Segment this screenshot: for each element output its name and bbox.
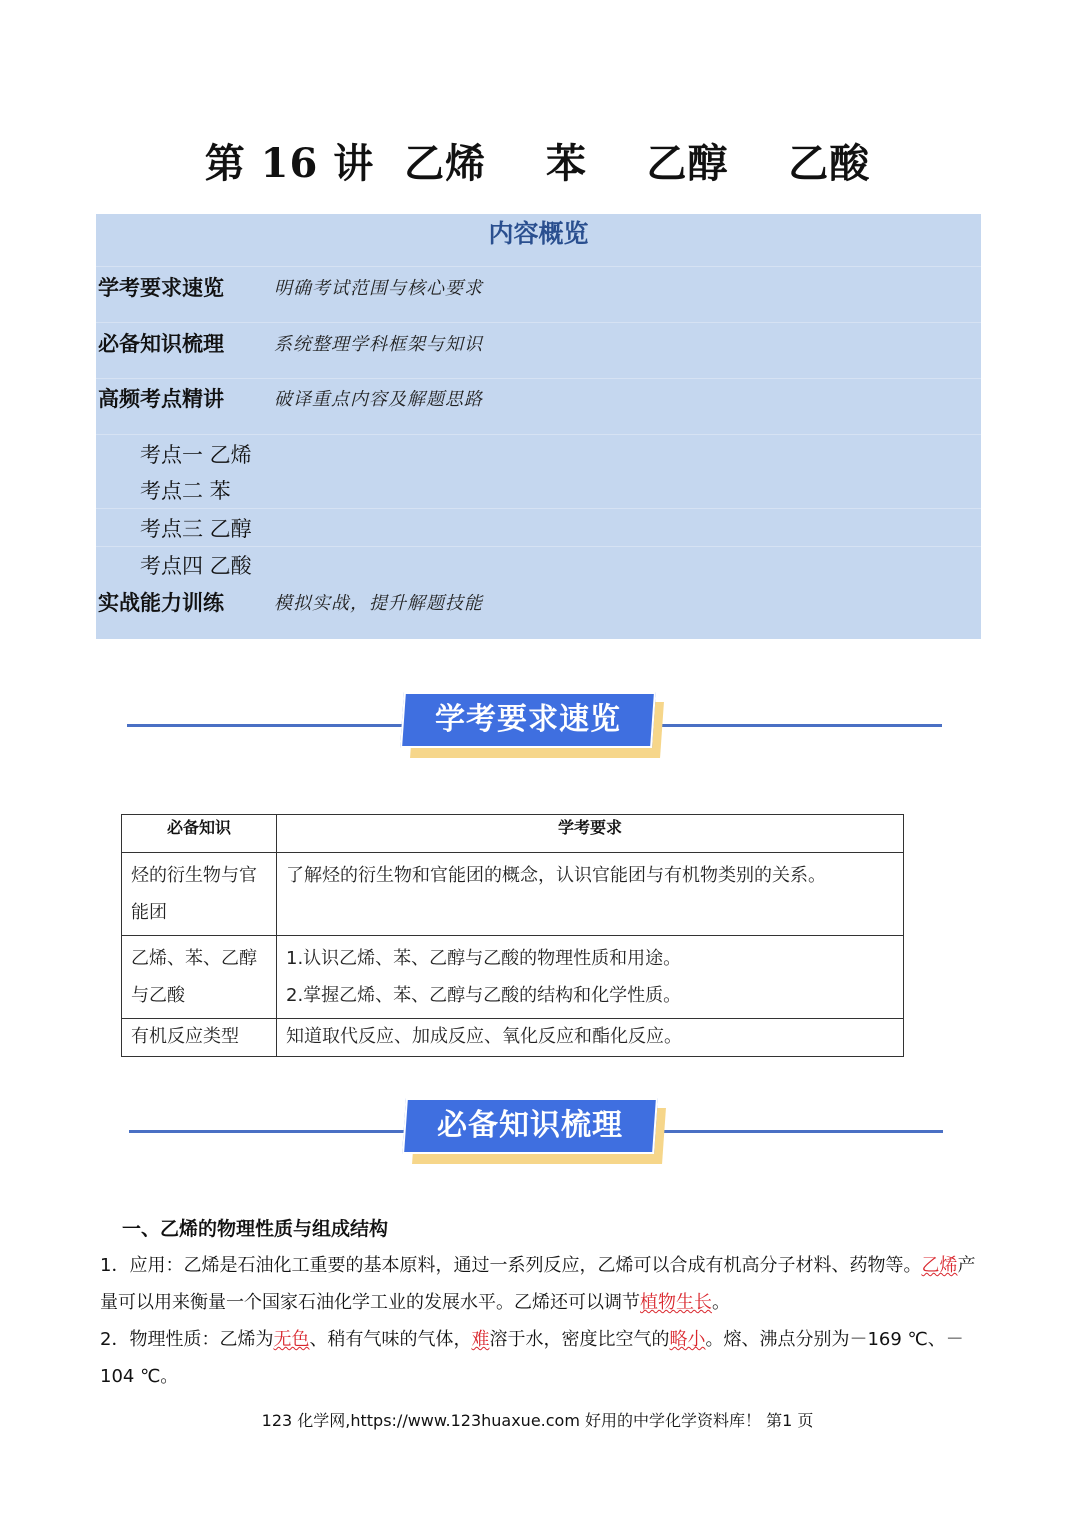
- highlight-text: 略小: [669, 1329, 706, 1350]
- title-part-3: 乙醇: [646, 140, 729, 187]
- page-title: [0, 132, 1075, 189]
- table-cell-text: 1.认识乙烯、苯、乙醇与乙酸的物理性质和用途。: [286, 948, 682, 969]
- overview-point-2: 考点二 苯: [140, 479, 231, 503]
- overview-row-1: [98, 272, 483, 302]
- highlight-text: 植物生长: [640, 1292, 712, 1313]
- table-row: [122, 853, 904, 936]
- banner-line-left: [129, 1130, 409, 1133]
- overview-point-4: 考点四 乙酸: [140, 554, 252, 578]
- overview-desc: 明确考试范围与核心要求: [274, 278, 483, 299]
- table-cell: [277, 853, 904, 936]
- table-cell: 有机反应类型: [122, 1019, 277, 1057]
- overview-desc: 破译重点内容及解题思路: [274, 389, 483, 410]
- section-banner-knowledge: [404, 1098, 662, 1160]
- text: 、稍有气味的气体，: [309, 1329, 472, 1350]
- overview-heading: 内容概览: [488, 219, 589, 248]
- section-heading: 一、乙烯的物理性质与组成结构: [122, 1218, 389, 1240]
- paragraph-physical-properties: [100, 1321, 980, 1395]
- text: 。: [712, 1292, 730, 1313]
- table-row: [122, 1019, 904, 1057]
- highlight-text: 无色: [273, 1329, 310, 1350]
- overview-desc: 模拟实战，提升解题技能: [274, 593, 483, 614]
- overview-point-3: 考点三 乙醇: [140, 517, 252, 541]
- highlight-text: 难: [471, 1329, 490, 1350]
- table-cell: 乙烯、苯、乙醇与乙酸: [122, 936, 277, 1019]
- overview-row-5: [98, 587, 483, 617]
- banner-line-left: [127, 724, 407, 727]
- overview-point-1: 考点一 乙烯: [140, 443, 252, 467]
- table-cell-text: 知道取代反应、加成反应、氧化反应和酯化反应。: [286, 1026, 682, 1047]
- banner-line-right: [657, 1130, 943, 1133]
- overview-row-3: [98, 383, 483, 413]
- paragraph-application: [100, 1247, 980, 1321]
- overview-label: 实战能力训练: [98, 591, 224, 615]
- table-cell-text: 2.掌握乙烯、苯、乙醇与乙酸的结构和化学性质。: [286, 985, 682, 1006]
- overview-desc: 系统整理学科框架与知识: [274, 334, 483, 355]
- highlight-text: 乙烯: [921, 1255, 958, 1276]
- overview-label: 高频考点精讲: [98, 387, 224, 411]
- content-overview: [96, 214, 981, 639]
- banner-text: 必备知识梳理: [437, 1108, 623, 1143]
- table-cell: 烃的衍生物与官能团: [122, 853, 277, 936]
- banner-line-right: [655, 724, 942, 727]
- overview-row-2: [98, 328, 483, 358]
- text: 1．应用：乙烯是石油化工重要的基本原料，通过一系列反应，乙烯可以合成有机高分子材料、药物等。: [100, 1255, 922, 1276]
- section-banner-requirements: [402, 692, 660, 754]
- table-cell: [277, 1019, 904, 1057]
- text: 。熔、沸点分别为－169 ℃、－104 ℃。: [100, 1329, 964, 1387]
- requirements-table: [121, 814, 904, 1057]
- table-cell-text: 了解烃的衍生物和官能团的概念，认识官能团与有机物类别的关系。: [286, 865, 826, 886]
- title-part-4: 乙酸: [788, 140, 871, 187]
- text: 2．物理性质：乙烯为: [100, 1329, 274, 1350]
- banner-text: 学考要求速览: [435, 702, 621, 737]
- page-footer: 123 化学网,https://www.123huaxue.com 好用的中学化学资料库！ 第1 页: [261, 1411, 814, 1430]
- table-row: [122, 936, 904, 1019]
- table-header: 必备知识: [122, 815, 277, 853]
- text: 产量可以用来衡量一个国家石油化学工业的发展水平。乙烯还可以调节: [100, 1255, 976, 1313]
- overview-label: 学考要求速览: [98, 276, 224, 300]
- table-header: 学考要求: [277, 815, 904, 853]
- table-cell: [277, 936, 904, 1019]
- table-header-row: [122, 815, 904, 853]
- title-part-1: 第 16 讲 乙烯: [204, 140, 487, 187]
- title-part-2: 苯: [545, 140, 587, 187]
- overview-label: 必备知识梳理: [98, 332, 224, 356]
- text: 溶于水，密度比空气的: [489, 1329, 670, 1350]
